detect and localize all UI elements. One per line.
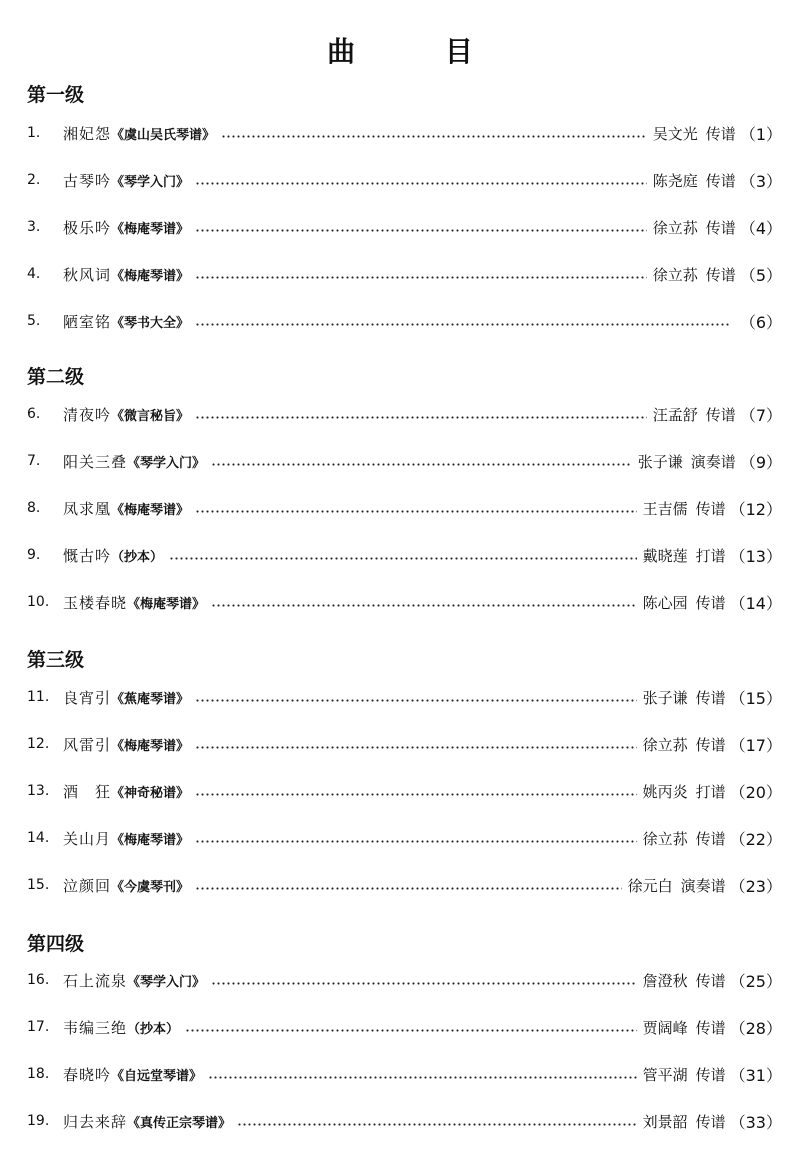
credit: [643, 498, 726, 519]
toc-entry[interactable]: [27, 308, 782, 334]
dot-leader: [211, 463, 632, 466]
entry-number: 16.: [27, 972, 50, 988]
piece-title: 极乐吟: [63, 218, 112, 237]
transcriber-name: 张子谦: [642, 688, 688, 707]
entry-number: 4.: [27, 266, 41, 282]
source-book: 《微言秘旨》: [111, 408, 190, 424]
entry-number: 5.: [27, 313, 41, 329]
piece-title: 古琴吟: [63, 171, 112, 190]
credit: [643, 592, 726, 613]
entry-number: 2.: [27, 172, 41, 188]
entry-number: 12.: [27, 736, 50, 752]
dot-leader: [195, 699, 637, 702]
credit: [653, 404, 736, 425]
credit-role: 传谱: [695, 688, 726, 707]
dot-leader: [237, 1123, 637, 1126]
dot-leader: [169, 557, 637, 560]
credit: [643, 687, 726, 708]
toc-entry[interactable]: [27, 448, 782, 474]
credit: [653, 217, 736, 238]
piece-title: 归去来辞: [63, 1112, 128, 1131]
toc-entry[interactable]: [27, 120, 782, 146]
credit-role: 演奏谱: [690, 452, 736, 471]
level-heading: 第四级: [27, 933, 85, 955]
dot-leader: [195, 887, 622, 890]
toc-entry[interactable]: [27, 1014, 782, 1040]
credit: [638, 451, 736, 472]
source-book: 《琴学入门》: [127, 455, 206, 471]
page-number: （3）: [739, 171, 782, 191]
source-book: 《梅庵琴谱》: [111, 221, 190, 237]
toc-entry[interactable]: [27, 401, 782, 427]
dot-leader: [211, 604, 637, 607]
transcriber-name: 管平湖: [642, 1065, 688, 1084]
entry-number: 10.: [27, 594, 50, 610]
piece-title: 湘妃怨: [63, 124, 112, 143]
piece-title: 阳关三叠: [63, 452, 128, 471]
source-book: 《虞山吴氏琴谱》: [111, 127, 216, 143]
dot-leader: [195, 182, 647, 185]
piece-title: 良宵引: [63, 688, 112, 707]
dot-leader: [208, 1076, 637, 1079]
page-number: （9）: [739, 452, 782, 472]
toc-entry[interactable]: [27, 967, 782, 993]
toc-entry[interactable]: [27, 872, 782, 898]
toc-entry[interactable]: [27, 684, 782, 710]
transcriber-name: 姚丙炎: [642, 782, 688, 801]
page-number: （15）: [729, 688, 782, 708]
toc-entry[interactable]: [27, 542, 782, 568]
credit: [653, 123, 736, 144]
entry-number: 15.: [27, 877, 50, 893]
credit-role: 传谱: [695, 1112, 726, 1131]
piece-title: 韦编三绝: [63, 1018, 128, 1037]
dot-leader: [195, 416, 647, 419]
transcriber-name: 詹澄秋: [642, 971, 688, 990]
transcriber-name: 汪孟舒: [652, 405, 698, 424]
page-number: （20）: [729, 782, 782, 802]
source-book: 《真传正宗琴谱》: [127, 1115, 232, 1131]
source-book: （抄本）: [111, 549, 164, 565]
page-number: （14）: [729, 593, 782, 613]
toc-entry[interactable]: [27, 1061, 782, 1087]
source-book: 《梅庵琴谱》: [127, 596, 206, 612]
level-heading: 第二级: [27, 366, 85, 388]
source-book: 《梅庵琴谱》: [111, 502, 190, 518]
page-number: （31）: [729, 1065, 782, 1085]
credit-role: 传谱: [705, 218, 736, 237]
dot-leader: [195, 840, 637, 843]
toc-entry[interactable]: [27, 261, 782, 287]
transcriber-name: 徐立荪: [652, 265, 698, 284]
piece-title: 慨古吟: [63, 546, 112, 565]
dot-leader: [185, 1029, 637, 1032]
page-title: 曲 目: [327, 35, 513, 68]
source-book: 《神奇秘谱》: [111, 785, 190, 801]
source-book: 《琴书大全》: [111, 315, 190, 331]
dot-leader: [195, 276, 647, 279]
piece-title: 清夜吟: [63, 405, 112, 424]
transcriber-name: 徐立荪: [652, 218, 698, 237]
transcriber-name: 戴晓莲: [642, 546, 688, 565]
entry-number: 8.: [27, 500, 41, 516]
dot-leader: [221, 135, 647, 138]
page-number: （12）: [729, 499, 782, 519]
credit-role: 传谱: [705, 265, 736, 284]
transcriber-name: 吴文光: [652, 124, 698, 143]
entry-number: 13.: [27, 783, 50, 799]
page-number: （33）: [729, 1112, 782, 1132]
transcriber-name: 张子谦: [637, 452, 683, 471]
credit: [643, 828, 726, 849]
transcriber-name: 徐元白: [627, 876, 673, 895]
transcriber-name: 陈尧庭: [652, 171, 698, 190]
entry-number: 7.: [27, 453, 41, 469]
entry-number: 1.: [27, 125, 41, 141]
transcriber-name: 王吉儒: [642, 499, 688, 518]
toc-entry[interactable]: [27, 495, 782, 521]
transcriber-name: 贾阔峰: [642, 1018, 688, 1037]
credit-role: 演奏谱: [680, 876, 726, 895]
credit-role: 传谱: [695, 829, 726, 848]
page-number: （28）: [729, 1018, 782, 1038]
toc-entry[interactable]: [27, 825, 782, 851]
entry-number: 19.: [27, 1113, 50, 1129]
page-number: （23）: [729, 876, 782, 896]
level-heading: 第一级: [27, 84, 85, 106]
toc-entry[interactable]: [27, 589, 782, 615]
piece-title: 酒 狂: [63, 782, 112, 801]
source-book: （抄本）: [127, 1021, 180, 1037]
entry-number: 3.: [27, 219, 41, 235]
page-number: （22）: [729, 829, 782, 849]
credit-role: 传谱: [695, 971, 726, 990]
entry-number: 17.: [27, 1019, 50, 1035]
dot-leader: [195, 323, 730, 326]
page-number: （1）: [739, 124, 782, 144]
dot-leader: [195, 229, 647, 232]
toc-entry[interactable]: [27, 731, 782, 757]
credit: [643, 1064, 726, 1085]
credit-role: 传谱: [695, 1018, 726, 1037]
piece-title: 石上流泉: [63, 971, 128, 990]
piece-title: 春晓吟: [63, 1065, 112, 1084]
credit: [628, 875, 726, 896]
piece-title: 泣颜回: [63, 876, 112, 895]
transcriber-name: 徐立荪: [642, 829, 688, 848]
dot-leader: [195, 793, 637, 796]
page-number: （17）: [729, 735, 782, 755]
credit: [643, 781, 726, 802]
entry-number: 18.: [27, 1066, 50, 1082]
transcriber-name: 陈心园: [642, 593, 688, 612]
toc-entry[interactable]: [27, 167, 782, 193]
source-book: 《梅庵琴谱》: [111, 268, 190, 284]
credit-role: 传谱: [695, 1065, 726, 1084]
page-number: （25）: [729, 971, 782, 991]
source-book: 《梅庵琴谱》: [111, 832, 190, 848]
credit-role: 传谱: [695, 593, 726, 612]
credit: [643, 1017, 726, 1038]
level-heading: 第三级: [27, 649, 85, 671]
piece-title: 陋室铭: [63, 312, 112, 331]
toc-entry[interactable]: [27, 778, 782, 804]
toc-entry[interactable]: [27, 1108, 782, 1134]
credit: [643, 970, 726, 991]
credit: [653, 170, 736, 191]
page-number: （13）: [729, 546, 782, 566]
entry-number: 14.: [27, 830, 50, 846]
transcriber-name: 徐立荪: [642, 735, 688, 754]
entry-number: 11.: [27, 689, 50, 705]
credit: [643, 545, 726, 566]
credit: [643, 734, 726, 755]
credit-role: 打谱: [695, 546, 726, 565]
credit-role: 传谱: [695, 499, 726, 518]
credit: [643, 1111, 726, 1132]
credit-role: 传谱: [705, 171, 736, 190]
page-number: （7）: [739, 405, 782, 425]
source-book: 《琴学入门》: [127, 974, 206, 990]
credit-role: 传谱: [705, 405, 736, 424]
page-number: （6）: [739, 312, 782, 332]
source-book: 《蕉庵琴谱》: [111, 691, 190, 707]
entry-number: 9.: [27, 547, 41, 563]
source-book: 《自远堂琴谱》: [111, 1068, 203, 1084]
credit-role: 传谱: [695, 735, 726, 754]
piece-title: 凤求凰: [63, 499, 112, 518]
piece-title: 玉楼春晓: [63, 593, 128, 612]
source-book: 《梅庵琴谱》: [111, 738, 190, 754]
piece-title: 风雷引: [63, 735, 112, 754]
page-number: （5）: [739, 265, 782, 285]
piece-title: 秋风词: [63, 265, 112, 284]
credit-role: 传谱: [705, 124, 736, 143]
page-number: （4）: [739, 218, 782, 238]
dot-leader: [195, 510, 637, 513]
transcriber-name: 刘景韶: [642, 1112, 688, 1131]
toc-entry[interactable]: [27, 214, 782, 240]
source-book: 《琴学入门》: [111, 174, 190, 190]
dot-leader: [195, 746, 637, 749]
credit-role: 打谱: [695, 782, 726, 801]
entry-number: 6.: [27, 406, 41, 422]
dot-leader: [211, 982, 637, 985]
source-book: 《今虞琴刊》: [111, 879, 190, 895]
piece-title: 关山月: [63, 829, 112, 848]
credit: [653, 264, 736, 285]
